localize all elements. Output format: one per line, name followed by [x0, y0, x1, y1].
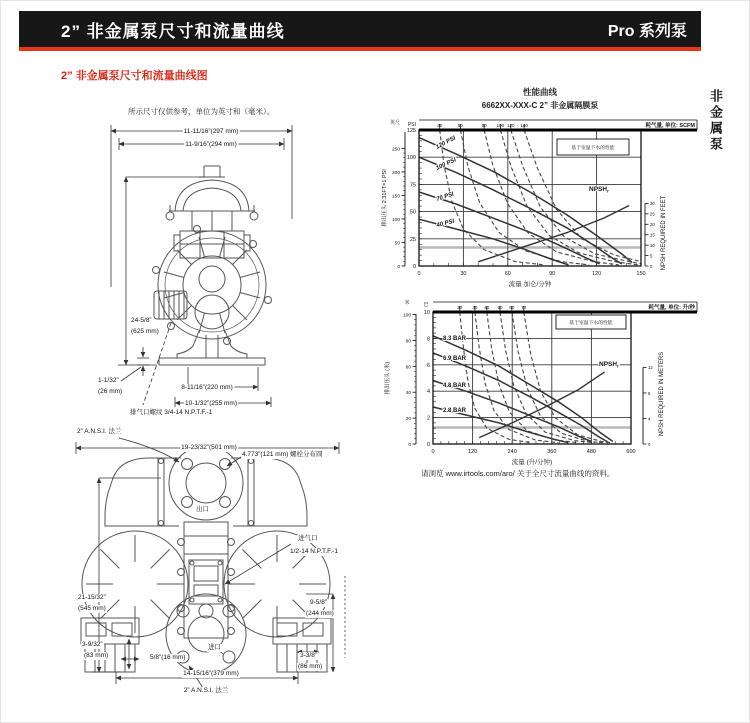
- svg-text:6: 6: [426, 362, 430, 369]
- svg-text:12: 12: [648, 365, 653, 371]
- svg-text:20: 20: [457, 305, 463, 310]
- dim-top-height-mm: (545 mm): [78, 605, 106, 612]
- svg-text:360: 360: [547, 449, 557, 455]
- svg-text:排出压头 2.31FT=1 PSI: 排出压头 2.31FT=1 PSI: [382, 169, 388, 227]
- svg-text:NPSHr: $NPSH_r$: [599, 361, 619, 369]
- svg-text:米: 米: [404, 300, 410, 306]
- svg-text:8.3 BAR: 8.3 BAR: [443, 336, 467, 342]
- dim-front-base: 1-1/32”: [98, 377, 119, 384]
- svg-text:90: 90: [549, 271, 556, 277]
- dim-top-width: 19-23/32”(501 mm): [181, 444, 237, 451]
- series-label: Pro 系列泵: [607, 22, 687, 40]
- label-air-inlet-thread: 1/2-14 N.P.T.F.-1: [290, 548, 338, 555]
- svg-text:8: 8: [426, 336, 430, 343]
- svg-text:20: 20: [437, 123, 443, 128]
- svg-text:140: 140: [520, 123, 528, 128]
- pump-top-body: [81, 446, 331, 674]
- dim-top-foot-offset: 5/8”(16 mm): [150, 654, 186, 661]
- svg-text:15: 15: [650, 232, 655, 238]
- label-air-inlet: 进气口: [298, 535, 318, 542]
- svg-text:2: 2: [426, 415, 430, 422]
- dim-top-right-height: 9-5/8”: [310, 599, 327, 606]
- svg-text:NPSH REQUIRED IN METERS: NPSH REQUIRED IN METERS: [659, 351, 665, 437]
- dim-top-leg-height-mm: (83 mm): [84, 652, 109, 659]
- label-outlet: 出口: [196, 506, 209, 513]
- dim-top-height: 21-15/32”: [78, 594, 106, 601]
- charts-heading: 性能曲线: [522, 87, 557, 97]
- svg-text:30: 30: [650, 201, 655, 207]
- svg-text:70: 70: [521, 305, 527, 310]
- svg-text:120: 120: [592, 271, 602, 277]
- chart1-title: 6662XX-XXX-C 2” 非金属隔膜泵: [481, 101, 599, 110]
- svg-text:50: 50: [394, 241, 400, 247]
- dim-front-feet-inner: 8-11/16”(220 mm): [181, 384, 233, 391]
- svg-text:耗气量, 单位: SCFM: 耗气量, 单位: SCFM: [645, 123, 695, 129]
- performance-chart-metric: [379, 294, 701, 468]
- label-ansi-flange-bottom: 2” A.N.S.I. 法兰: [183, 687, 229, 694]
- svg-text:60: 60: [504, 271, 511, 277]
- svg-text:60: 60: [509, 305, 515, 310]
- svg-text:英尺: 英尺: [389, 120, 401, 126]
- dim-front-height: 24-5/8”: [131, 317, 152, 324]
- svg-text:50: 50: [497, 305, 503, 310]
- footer-link: 请浏览 www.irtools.com/aro/ 关于全尺寸流量曲线的资料。: [421, 469, 615, 478]
- svg-text:流量 (升/分钟): 流量 (升/分钟): [511, 459, 553, 466]
- svg-text:100: 100: [402, 313, 411, 319]
- dim-front-feet-outer: 10-1/32”(255 mm): [184, 400, 238, 407]
- svg-text:2.8 BAR: 2.8 BAR: [443, 408, 467, 414]
- svg-text:6.9 BAR: 6.9 BAR: [443, 356, 467, 362]
- section-subtitle: 2” 非金属泵尺寸和流量曲线图: [61, 70, 208, 82]
- dimension-note: 所示尺寸仅供参考，单位为英寸和（毫米）。: [128, 107, 275, 116]
- svg-text:巴: 巴: [423, 302, 429, 308]
- dim-front-height-mm: (625 mm): [131, 328, 159, 335]
- svg-text:40: 40: [405, 391, 411, 397]
- svg-text:600: 600: [626, 449, 636, 455]
- svg-text:5: 5: [650, 253, 653, 259]
- svg-text:200: 200: [391, 170, 400, 176]
- svg-text:4.8 BAR: 4.8 BAR: [443, 383, 467, 389]
- svg-text:100: 100: [391, 217, 400, 223]
- dim-front-width-outer: 11-11/16”(297 mm): [183, 128, 239, 135]
- label-exhaust-port: 排气口螺纹 3/4-14 N.P.T.F.-1: [130, 409, 213, 416]
- dim-top-right-height-mm: (244 mm): [306, 610, 334, 617]
- svg-text:PSI: PSI: [407, 122, 417, 128]
- svg-text:0: 0: [397, 265, 400, 270]
- svg-text:480: 480: [586, 449, 596, 455]
- svg-text:240: 240: [507, 449, 517, 455]
- svg-text:基于室温下水的性能: 基于室温下水的性能: [571, 146, 615, 151]
- performance-chart-imperial: [379, 113, 701, 293]
- label-ansi-flange-top: 2” A.N.S.I. 法兰: [77, 428, 122, 435]
- dim-top-foot-span: 14-15/16”(379 mm): [183, 670, 239, 677]
- svg-text:50: 50: [409, 209, 416, 216]
- pump-front-body: [153, 166, 272, 365]
- svg-text:0: 0: [426, 442, 430, 448]
- svg-text:20: 20: [650, 222, 655, 228]
- page-header-bar: [19, 11, 701, 47]
- svg-text:120: 120: [507, 123, 515, 128]
- svg-text:NPSHr: $NPSH_r$: [589, 186, 609, 194]
- dim-top-right-offset-mm: (86 mm): [298, 663, 323, 670]
- dim-top-right-offset: 3-3/8”: [300, 652, 317, 659]
- svg-text:0: 0: [417, 271, 421, 277]
- svg-text:0: 0: [648, 441, 651, 447]
- svg-text:0: 0: [412, 264, 416, 270]
- svg-text:8: 8: [648, 390, 651, 396]
- svg-text:150: 150: [636, 271, 646, 277]
- svg-text:30: 30: [460, 271, 467, 277]
- label-bolt-circle: 4.773”(121 mm) 螺栓分布圆: [242, 451, 323, 458]
- svg-text:40 PSI: 40 PSI: [436, 218, 455, 229]
- svg-text:120: 120: [468, 449, 478, 455]
- svg-text:100 PSI: 100 PSI: [435, 157, 458, 172]
- svg-text:4: 4: [426, 389, 430, 396]
- header-red-rule: [19, 47, 701, 51]
- svg-text:10: 10: [650, 242, 655, 248]
- svg-text:耗气量, 单位: 升/秒: 耗气量, 单位: 升/秒: [648, 305, 695, 311]
- svg-text:10: 10: [423, 310, 430, 316]
- svg-text:40: 40: [484, 305, 490, 310]
- svg-text:100: 100: [406, 155, 416, 162]
- svg-text:120 PSI: 120 PSI: [435, 135, 457, 151]
- svg-text:0: 0: [431, 449, 435, 455]
- svg-text:70 PSI: 70 PSI: [435, 191, 455, 203]
- svg-text:4: 4: [648, 416, 651, 422]
- svg-text:25: 25: [650, 211, 655, 217]
- svg-text:基于室温下水的性能: 基于室温下水的性能: [569, 321, 613, 326]
- svg-text:75: 75: [409, 182, 416, 189]
- svg-text:25: 25: [409, 236, 416, 243]
- dim-top-leg-height: 3-9/32”: [82, 641, 103, 648]
- dim-front-base-mm: (26 mm): [98, 388, 123, 395]
- svg-text:250: 250: [391, 147, 400, 153]
- svg-text:150: 150: [391, 194, 400, 200]
- page-title: 2” 非金属泵尺寸和流量曲线: [61, 21, 285, 41]
- svg-text:流量 加仑/分钟: 流量 加仑/分钟: [508, 281, 552, 288]
- svg-text:60: 60: [405, 365, 411, 371]
- svg-text:50: 50: [457, 123, 463, 128]
- svg-text:NPSH REQUIRED IN FEET: NPSH REQUIRED IN FEET: [661, 195, 667, 271]
- svg-text:80: 80: [405, 339, 411, 345]
- svg-text:30: 30: [472, 305, 478, 310]
- label-inlet: 进口: [208, 644, 221, 651]
- dim-front-width-inner: 11-9/16”(294 mm): [185, 141, 237, 148]
- svg-text:0: 0: [408, 443, 411, 448]
- inlet-flange: [166, 594, 246, 674]
- svg-text:排出压头 (米): 排出压头 (米): [385, 361, 391, 395]
- svg-text:125: 125: [406, 128, 416, 134]
- side-tab-label: 非金属泵: [708, 89, 723, 153]
- svg-text:100: 100: [496, 123, 505, 128]
- svg-text:0: 0: [650, 263, 653, 269]
- svg-text:80: 80: [481, 123, 487, 128]
- svg-text:20: 20: [405, 417, 411, 423]
